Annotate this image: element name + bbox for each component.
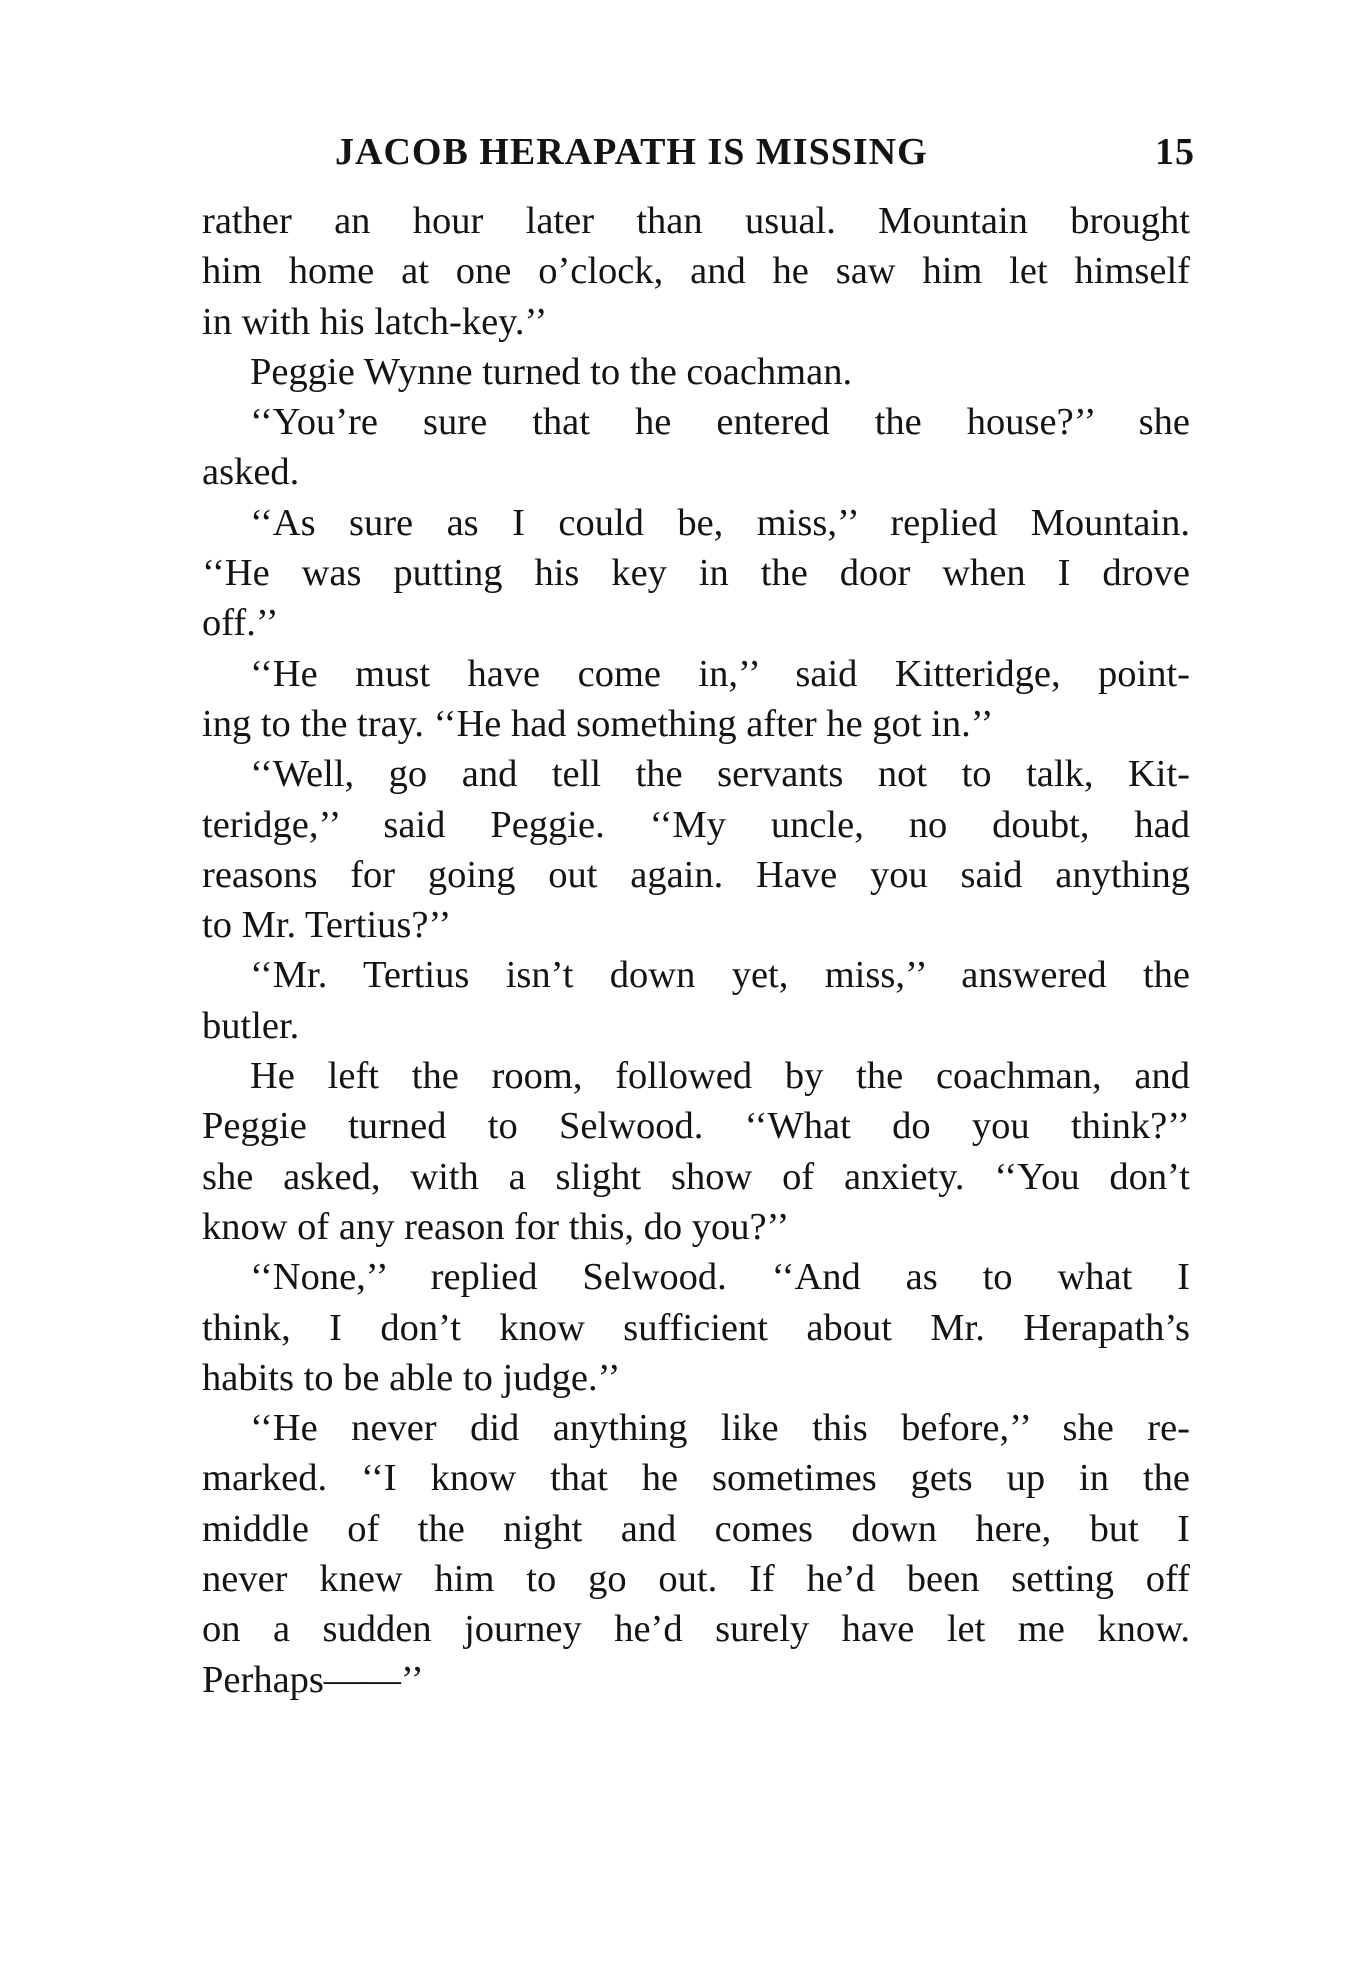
text-line: ‘‘He was putting his key in the door when I drove bbox=[202, 552, 1190, 595]
text-line: Peggie turned to Selwood. ‘‘What do you think?’’ bbox=[202, 1105, 1190, 1148]
text-line: ‘‘As sure as I could be, miss,’’ replied Mountain. bbox=[250, 501, 1190, 544]
text-line: rather an hour later than usual. Mountain brought bbox=[202, 200, 1190, 242]
text-line: on a sudden journey he’d surely have let me know. bbox=[202, 1608, 1190, 1651]
body-text bbox=[202, 196, 1190, 1705]
text-line: teridge,’’ said Peggie. ‘‘My uncle, no doubt, had bbox=[202, 803, 1190, 846]
text-line: Peggie Wynne turned to the coachman. bbox=[250, 350, 853, 393]
text-line: to Mr. Tertius?’’ bbox=[202, 904, 452, 947]
text-line: never knew him to go out. If he’d been setting off bbox=[202, 1558, 1190, 1601]
text-line: middle of the night and comes down here, but I bbox=[202, 1507, 1190, 1550]
text-line: asked. bbox=[202, 451, 300, 494]
text-line: she asked, with a slight show of anxiety. ‘‘You don’t bbox=[202, 1155, 1190, 1198]
page-number: 15 bbox=[1155, 131, 1195, 173]
text-line: Perhaps——’’ bbox=[202, 1658, 424, 1701]
text-line: him home at one o’clock, and he saw him let himself bbox=[202, 250, 1190, 293]
text-line: think, I don’t know sufficient about Mr. Herapath’s bbox=[202, 1306, 1190, 1349]
text-line: ‘‘Mr. Tertius isn’t down yet, miss,’’ answered the bbox=[250, 954, 1190, 997]
text-line: off.’’ bbox=[202, 602, 279, 645]
text-line: habits to be able to judge.’’ bbox=[202, 1356, 621, 1399]
text-line: ‘‘He must have come in,’’ said Kitteridge, point- bbox=[250, 652, 1190, 695]
text-line: ‘‘Well, go and tell the servants not to talk, Kit- bbox=[250, 753, 1190, 796]
text-line: ‘‘None,’’ replied Selwood. ‘‘And as to what I bbox=[250, 1256, 1190, 1299]
text-line: marked. ‘‘I know that he sometimes gets up in the bbox=[202, 1457, 1190, 1500]
text-line: He left the room, followed by the coachman, and bbox=[250, 1055, 1190, 1098]
text-line: butler. bbox=[202, 1004, 300, 1047]
text-line: ‘‘He never did anything like this before,’’ she re- bbox=[250, 1407, 1190, 1450]
text-line: in with his latch-key.’’ bbox=[202, 300, 548, 343]
text-line: ‘‘You’re sure that he entered the house?’’ she bbox=[250, 401, 1190, 444]
text-line: know of any reason for this, do you?’’ bbox=[202, 1205, 790, 1248]
text-line: reasons for going out again. Have you said anything bbox=[202, 853, 1190, 896]
chapter-title: JACOB HERAPATH IS MISSING bbox=[335, 131, 928, 173]
running-head bbox=[335, 130, 1195, 180]
text-line: ing to the tray. ‘‘He had something after he got in.’’ bbox=[202, 702, 994, 745]
